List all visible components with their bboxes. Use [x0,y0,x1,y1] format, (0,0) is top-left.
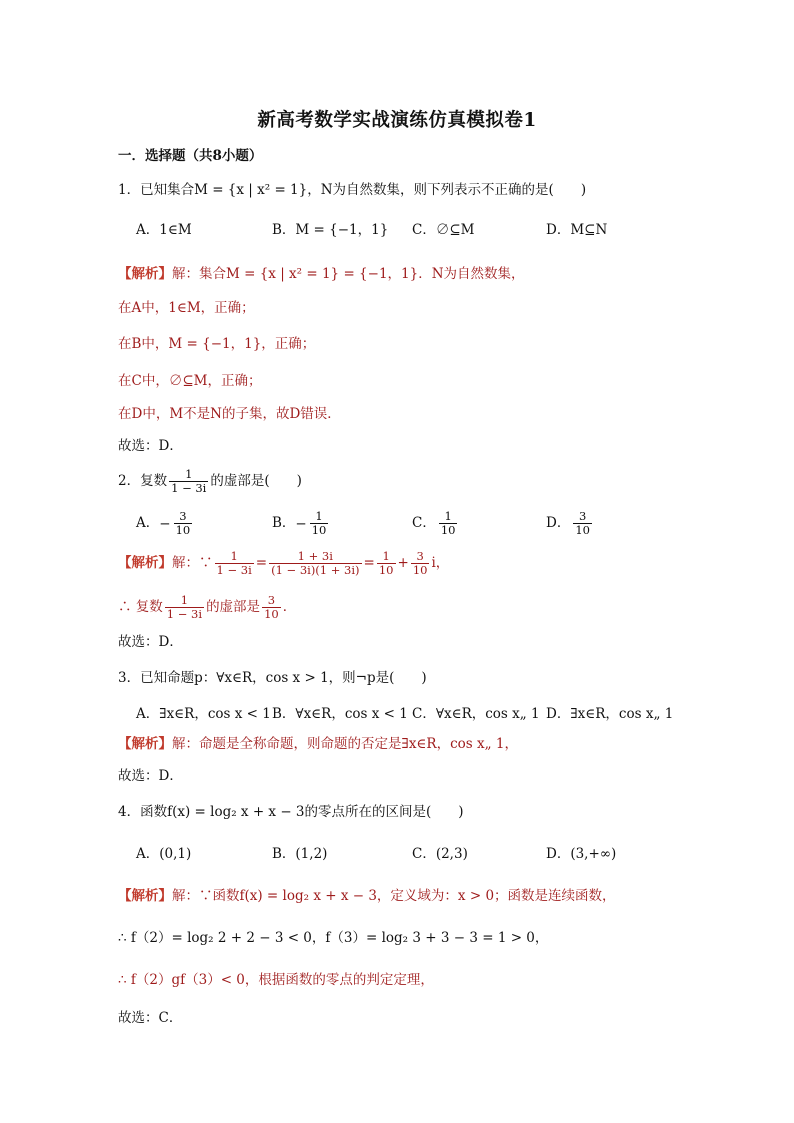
q1-option-b: B．M = {−1，1} [272,222,389,238]
q3-answer: 故选：D． [118,768,183,784]
q2-option-c: C． $\frac{1}{10}$ [412,509,456,537]
q2-conclusion: ∴ 复数 $\frac{1}{1 - 3i}$ 的虚部是 $\frac{3}{10}$ ． [118,593,297,621]
q1-solution-line: 在D中，M不是N的子集，故D错误． [118,406,341,422]
q4-option-c: C．(2,3) [412,846,468,862]
section-heading: 一．选择题（共8小题） [118,148,263,164]
q4-option-d: D．(3,+∞) [546,846,617,862]
q4-option-a: A．(0,1) [136,846,192,862]
page-title: 新高考数学实战演练仿真模拟卷1 [257,110,537,131]
q4-solution-line: ∴ f（2）gf（3）< 0，根据函数的零点的判定定理， [118,972,434,988]
q1-option-d: D．M⊆N [546,222,608,238]
q4-answer: 故选：C． [118,1010,183,1026]
q2-answer: 故选：D． [118,634,183,650]
question-2-stem: 2．复数 $\frac{1}{1 - 3i}$ 的虚部是( ) [118,467,302,495]
question-1-stem: 1．已知集合M = {x | x² = 1}，N为自然数集，则下列表示不正确的是( ) [118,182,587,198]
analysis-tag: 【解析】 [118,266,172,282]
q4-solution-line: ∴ f（2）= log₂ 2 + 2 − 3 < 0，f（3）= log₂ 3 + 3 − 3 = 1 > 0， [118,930,549,946]
question-3-stem: 3．已知命题p：∀x∈R，cos x > 1，则¬p是( ) [118,670,427,686]
q1-solution-intro: 【解析】解：集合M = {x | x² = 1} = {−1，1}．N为自然数集， [118,266,525,282]
q3-option-c: C．∀x∈R，cos x„ 1 [412,706,540,722]
q2-option-d: D． $\frac{3}{10}$ [546,509,590,537]
q1-solution-line: 在B中，M = {−1，1}，正确； [118,336,316,352]
q2-option-b: B．− $\frac{1}{10}$ [272,509,327,537]
fraction: $\frac{1}{1 - 3i}$ [171,467,207,495]
q1-option-c: C．∅⊆M [412,222,475,238]
question-4-stem: 4．函数f(x) = log₂ x + x − 3的零点所在的区间是( ) [118,804,464,820]
q3-option-a: A．∃x∈R，cos x < 1 [136,706,271,722]
q4-solution-intro: 【解析】解：∵函数f(x) = log₂ x + x − 3，定义域为：x > 0；函数是连续函数， [118,888,616,904]
q1-answer: 故选：D． [118,438,183,454]
q1-solution-line: 在C中，∅⊆M，正确； [118,373,262,389]
q3-solution: 【解析】解：命题是全称命题，则命题的否定是∃x∈R，cos x„ 1， [118,736,518,752]
q1-option-a: A．1∈M [136,222,192,238]
q3-option-b: B．∀x∈R，cos x < 1 [272,706,408,722]
q1-solution-line: 在A中，1∈M，正确； [118,300,255,316]
q4-option-b: B．(1,2) [272,846,328,862]
q2-solution: 【解析】解：∵ $\frac{1}{1 - 3i}$ = $\frac{1 + 3i}{(1 - 3i)(1 + 3i)}$ = $\frac{1}{10}$ + $\frac{3}{10}$ i， [118,549,450,577]
q2-option-a: A．− $\frac{3}{10}$ [136,509,191,537]
q3-option-d: D．∃x∈R，cos x„ 1 [546,706,674,722]
